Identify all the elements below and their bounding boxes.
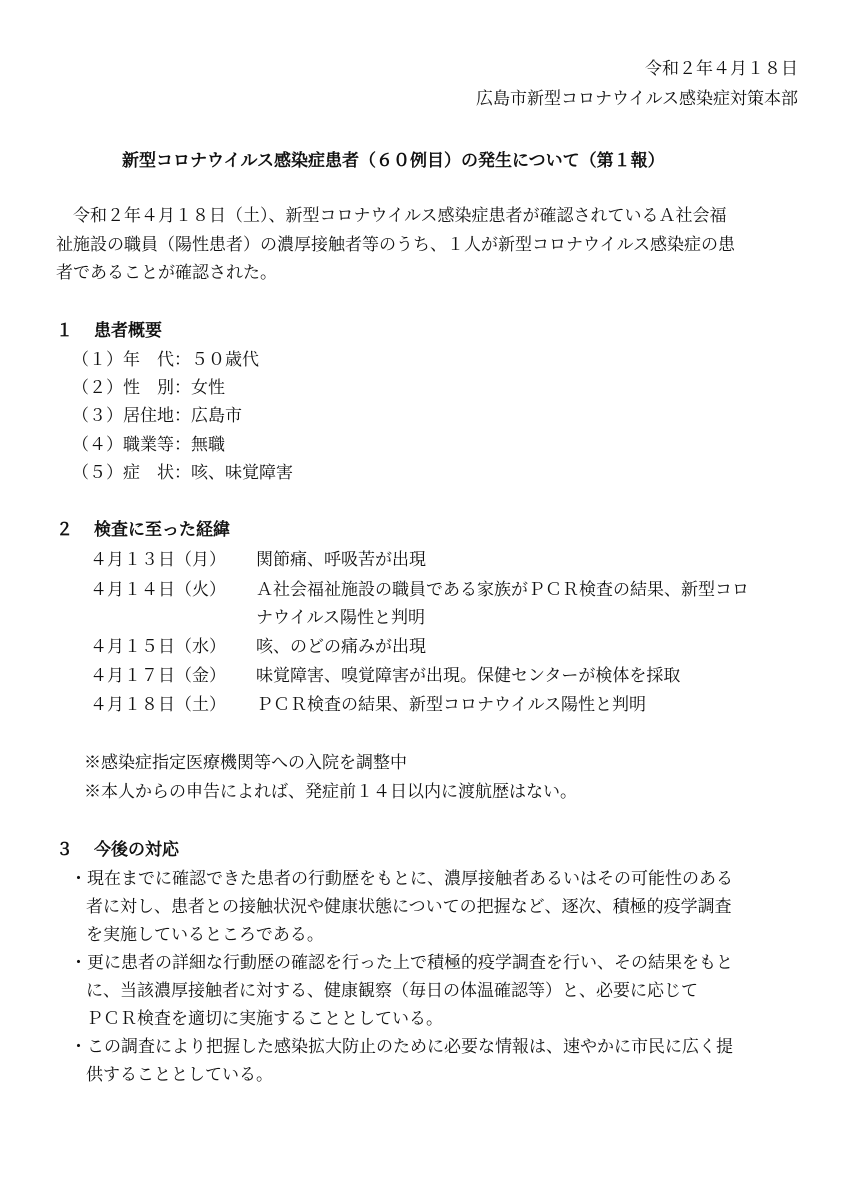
timeline-date: ４月１７日（金） bbox=[90, 666, 226, 686]
bullet-item-line: に、当該濃厚接触者に対する、健康観察（毎日の体温確認等）と、必要に応じて bbox=[86, 981, 698, 1001]
timeline-event: 咳、のどの痛みが出現 bbox=[256, 637, 426, 657]
bullet-item-line: 者に対し、患者との接触状況や健康状態についての把握など、逐次、積極的疫学調査 bbox=[86, 897, 732, 917]
section-number: ３ bbox=[56, 840, 73, 860]
profile-item-symptoms: （５）症 状：咳、味覚障害 bbox=[72, 463, 293, 483]
timeline-row bbox=[90, 545, 426, 570]
section-title: 患者概要 bbox=[94, 321, 162, 341]
intro-line: 祉施設の職員（陽性患者）の濃厚接触者等のうち、１人が新型コロナウイルス感染症の患 bbox=[56, 234, 735, 255]
section-number: １ bbox=[56, 321, 73, 341]
intro-line: 令和２年４月１８日（土）、新型コロナウイルス感染症患者が確認されているＡ社会福 bbox=[73, 206, 727, 226]
section-heading-patient-summary bbox=[56, 316, 162, 341]
intro-line: 者であることが確認された。 bbox=[56, 263, 277, 283]
timeline-event: 味覚障害、嗅覚障害が出現。保健センターが検体を採取 bbox=[256, 666, 681, 686]
section-title: 検査に至った経緯 bbox=[94, 520, 230, 540]
bullet-item-line: ＰＣＲ検査を適切に実施することとしている。 bbox=[86, 1009, 443, 1029]
profile-item-sex: （２）性 別：女性 bbox=[72, 378, 225, 398]
intro-paragraph bbox=[56, 202, 806, 288]
bullet-item-line: ・現在までに確認できた患者の行動歴をもとに、濃厚接触者あるいはその可能性のある bbox=[70, 869, 733, 889]
timeline-event: 関節痛、呼吸苦が出現 bbox=[256, 550, 426, 570]
timeline-date: ４月１４日（火） bbox=[90, 580, 226, 600]
profile-item-residence: （３）居住地：広島市 bbox=[72, 406, 242, 426]
section-number: ２ bbox=[56, 520, 73, 540]
profile-item-occupation: （４）職業等：無職 bbox=[72, 435, 225, 455]
bullet-item-line: ・この調査により把握した感染拡大防止のために必要な情報は、速やかに市民に広く提 bbox=[70, 1037, 733, 1057]
document-date: 令和２年４月１８日 bbox=[645, 59, 798, 79]
timeline-event: Ａ社会福祉施設の職員である家族がＰＣＲ検査の結果、新型コロ bbox=[256, 580, 749, 600]
timeline-row bbox=[90, 575, 749, 600]
timeline-date: ４月１５日（水） bbox=[90, 637, 226, 657]
document-title: 新型コロナウイルス感染症患者（６０例目）の発生について（第１報） bbox=[122, 151, 665, 171]
section-heading-future-response bbox=[56, 835, 179, 860]
bullet-item-line: 供することとしている。 bbox=[86, 1065, 273, 1085]
bullet-item-line: ・更に患者の詳細な行動歴の確認を行った上で積極的疫学調査を行い、その結果をもと bbox=[70, 953, 733, 973]
timeline-date: ４月１３日（月） bbox=[90, 550, 226, 570]
note-travel-history: ※本人からの申告によれば、発症前１４日以内に渡航歴はない。 bbox=[84, 782, 577, 802]
issuing-organization: 広島市新型コロナウイルス感染症対策本部 bbox=[476, 89, 798, 109]
bullet-item-line: を実施しているところである。 bbox=[86, 925, 324, 945]
timeline-date: ４月１８日（土） bbox=[90, 695, 226, 715]
timeline-event: ＰＣＲ検査の結果、新型コロナウイルス陽性と判明 bbox=[256, 695, 646, 715]
section-heading-timeline bbox=[56, 515, 230, 540]
timeline-row bbox=[90, 661, 680, 686]
section-title: 今後の対応 bbox=[94, 840, 179, 860]
note-hospitalization: ※感染症指定医療機関等への入院を調整中 bbox=[84, 753, 407, 773]
timeline-row bbox=[90, 632, 426, 657]
profile-item-age: （１）年 代：５０歳代 bbox=[72, 350, 259, 370]
timeline-event-continued: ナウイルス陽性と判明 bbox=[256, 608, 425, 628]
timeline-row bbox=[90, 690, 646, 715]
